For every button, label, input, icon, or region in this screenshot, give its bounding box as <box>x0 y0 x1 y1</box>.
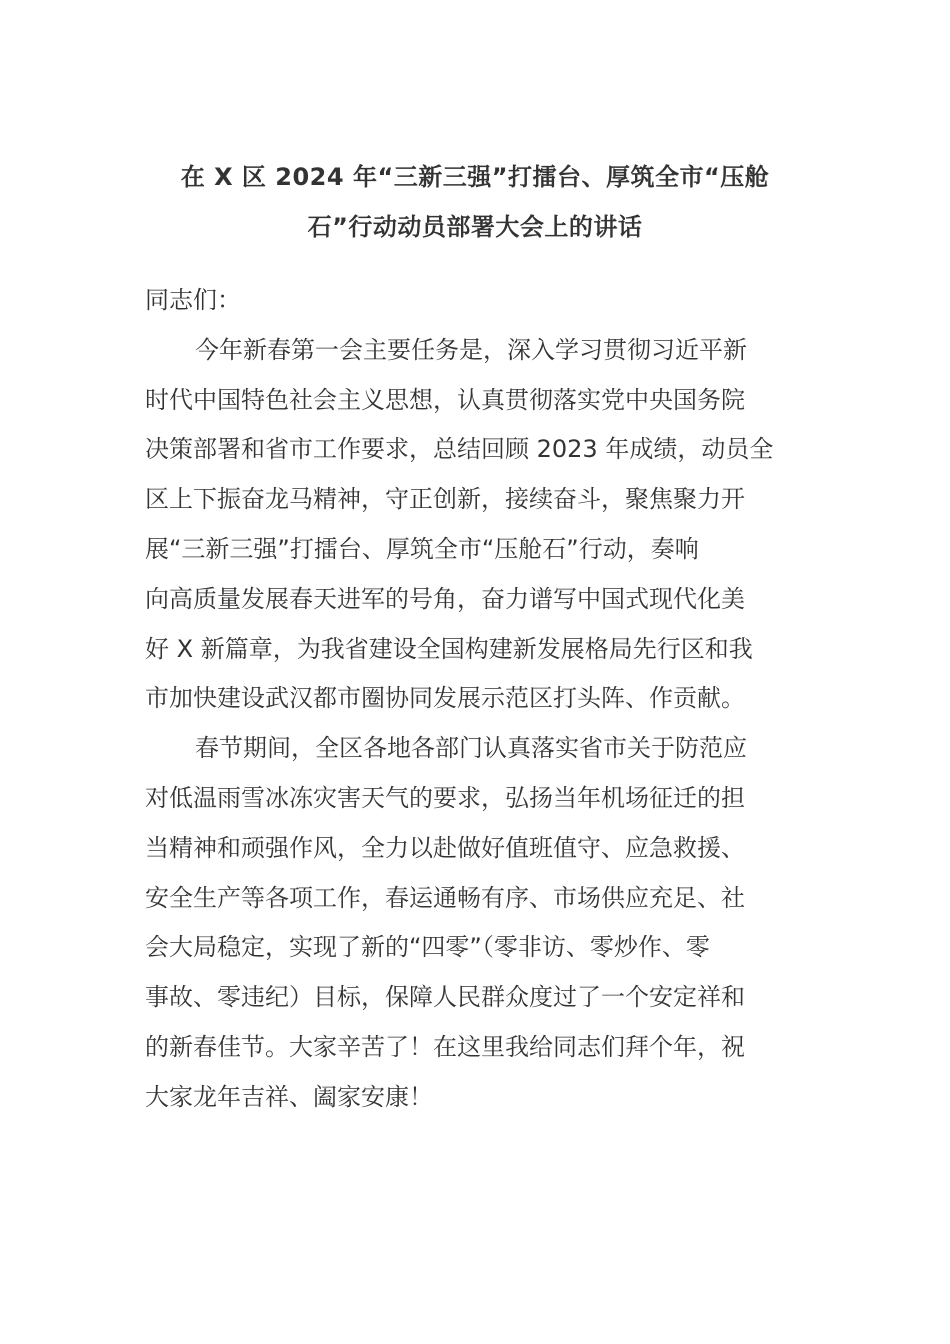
paragraph-line: 对低温雨雪冰冻灾害天气的要求，弘扬当年机场征迁的担 <box>145 783 745 812</box>
paragraph-line: 当精神和顽强作风，全力以赴做好值班值守、应急救援、 <box>145 833 745 862</box>
paragraph-line: 春节期间，全区各地各部门认真落实省市关于防范应 <box>195 734 747 763</box>
paragraph-line: 大家龙年吉祥、阖家安康！ <box>145 1082 433 1111</box>
paragraph-line: 今年新春第一会主要任务是，深入学习贯彻习近平新 <box>195 335 747 364</box>
salutation: 同志们： <box>145 286 241 314</box>
title-line-1: 在 X 区 2024 年“三新三强”打擂台、厚筑全市“压舱 <box>180 163 770 191</box>
paragraph-line: 决策部署和省市工作要求，总结回顾 2023 年成绩，动员全 <box>145 435 774 464</box>
paragraph-2 <box>145 724 810 1122</box>
paragraph-line: 会大局稳定，实现了新的“四零”（零非访、零炒作、零 <box>145 933 710 962</box>
paragraph-line: 区上下振奋龙马精神，守正创新，接续奋斗，聚焦聚力开 <box>145 485 745 514</box>
title-line-2: 石”行动动员部署大会上的讲话 <box>307 213 643 241</box>
paragraph-line: 时代中国特色社会主义思想，认真贯彻落实党中央国务院 <box>145 385 745 414</box>
paragraph-line: 安全生产等各项工作，春运通畅有序、市场供应充足、社 <box>145 883 745 912</box>
paragraph-line: 好 X 新篇章，为我省建设全国构建新发展格局先行区和我 <box>145 634 753 663</box>
paragraph-1 <box>145 326 810 724</box>
paragraph-line: 向高质量发展春天进军的号角，奋力谱写中国式现代化美 <box>145 584 745 613</box>
paragraph-line: 展“三新三强”打擂台、厚筑全市“压舱石”行动，奏响 <box>145 534 699 563</box>
paragraph-line: 的新春佳节。大家辛苦了！在这里我给同志们拜个年，祝 <box>145 1032 745 1061</box>
paragraph-line: 市加快建设武汉都市圈协同发展示范区打头阵、作贡献。 <box>145 684 745 713</box>
document-title <box>150 152 800 252</box>
paragraph-line: 事故、零违纪）目标，保障人民群众度过了一个安定祥和 <box>145 983 745 1012</box>
document-body <box>145 276 810 1123</box>
